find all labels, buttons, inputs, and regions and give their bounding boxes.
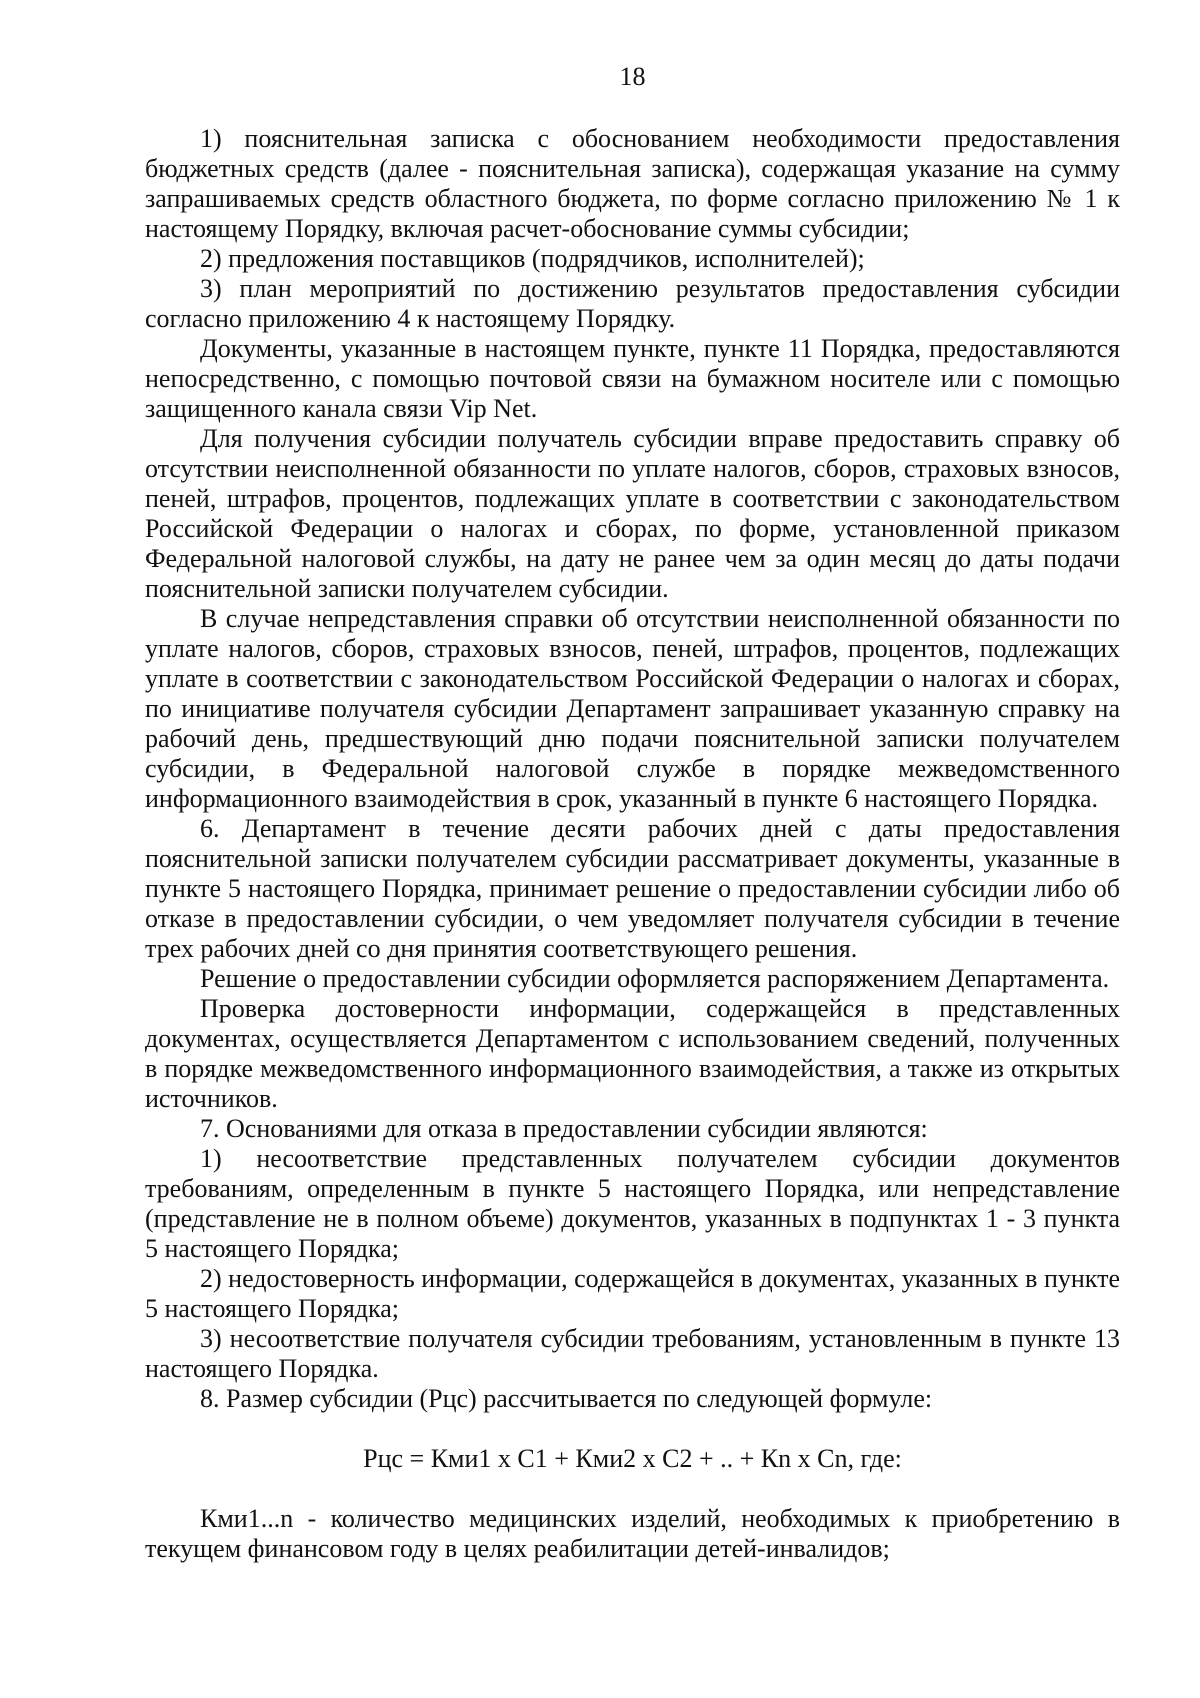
paragraph-refusal-2: 2) недостоверность информации, содержащейся в документах, указанных в пункте 5 настоящего Порядка; <box>145 1264 1120 1323</box>
paragraph-subitem-2: 2) предложения поставщиков (подрядчиков, исполнителей); <box>200 244 865 273</box>
document-page <box>145 62 1120 1564</box>
page-number: 18 <box>619 62 646 91</box>
paragraph-documents-submission: Документы, указанные в настоящем пункте, пункте 11 Порядка, предоставляются непосредственно, с помощью почтовой связи на бумажном носителе или с помощью защищенного канала связи Vip Net. <box>145 334 1120 423</box>
paragraph-refusal-3: 3) несоответствие получателя субсидии требованиям, установленным в пункте 13 настоящего Порядка. <box>145 1324 1120 1383</box>
paragraph-definition: Кми1...n - количество медицинских изделий, необходимых к приобретению в текущем финансовом году в целях реабилитации детей-инвалидов; <box>145 1504 1120 1563</box>
paragraph-subitem-3: 3) план мероприятий по достижению результатов предоставления субсидии согласно приложению 4 к настоящему Порядку. <box>145 274 1120 333</box>
paragraph-verification: Проверка достоверности информации, содержащейся в представленных документах, осуществляется Департаментом с использованием сведений, полученных в порядке межведомственного информационного взаимодействия, а также из открытых источников. <box>145 994 1120 1113</box>
paragraph-item-7: 7. Основаниями для отказа в предоставлении субсидии являются: <box>200 1114 928 1143</box>
subsidy-formula: Рцс = Кми1 х С1 + Кми2 х С2 + .. + Кn х Сn, где: <box>363 1444 902 1473</box>
paragraph-refusal-1: 1) несоответствие представленных получателем субсидии документов требованиям, определенным в пункте 5 настоящего Порядка, или непредставление (представление не в полном объеме) документов, указанных в подпунктах 1 - 3 пункта 5 настоящего Порядка; <box>145 1144 1120 1263</box>
paragraph-tax-certificate: Для получения субсидии получатель субсидии вправе предоставить справку об отсутствии неисполненной обязанности по уплате налогов, сборов, страховых взносов, пеней, штрафов, процентов, подлежащих уплате в соответствии с законодательством Российской Федерации о налогах и сборах, по форме, установленной приказом Федеральной налоговой службы, на дату не ранее чем за один месяц до даты подачи пояснительной записки получателем субсидии. <box>145 424 1120 603</box>
paragraph-decision: Решение о предоставлении субсидии оформляется распоряжением Департамента. <box>200 964 1110 993</box>
paragraph-item-8: 8. Размер субсидии (Рцс) рассчитывается по следующей формуле: <box>200 1384 933 1413</box>
paragraph-certificate-request: В случае непредставления справки об отсутствии неисполненной обязанности по уплате налогов, сборов, страховых взносов, пеней, штрафов, процентов, подлежащих уплате в соответствии с законодательством Российской Федерации о налогах и сборах, по инициативе получателя субсидии Департамент запрашивает указанную справку на рабочий день, предшествующий дню подачи пояснительной записки получателем субсидии, в Федеральной налоговой службе в порядке межведомственного информационного взаимодействия в срок, указанный в пункте 6 настоящего Порядка. <box>145 604 1120 813</box>
paragraph-item-6: 6. Департамент в течение десяти рабочих дней с даты предоставления пояснительной записки получателем субсидии рассматривает документы, указанные в пункте 5 настоящего Порядка, принимает решение о предоставлении субсидии либо об отказе в предоставлении субсидии, о чем уведомляет получателя субсидии в течение трех рабочих дней со дня принятия соответствующего решения. <box>145 814 1120 963</box>
paragraph-subitem-1: 1) пояснительная записка с обоснованием необходимости предоставления бюджетных средств (далее - пояснительная записка), содержащая указание на сумму запрашиваемых средств областного бюджета, по форме согласно приложению № 1 к настоящему Порядку, включая расчет-обоснование суммы субсидии; <box>145 124 1120 243</box>
